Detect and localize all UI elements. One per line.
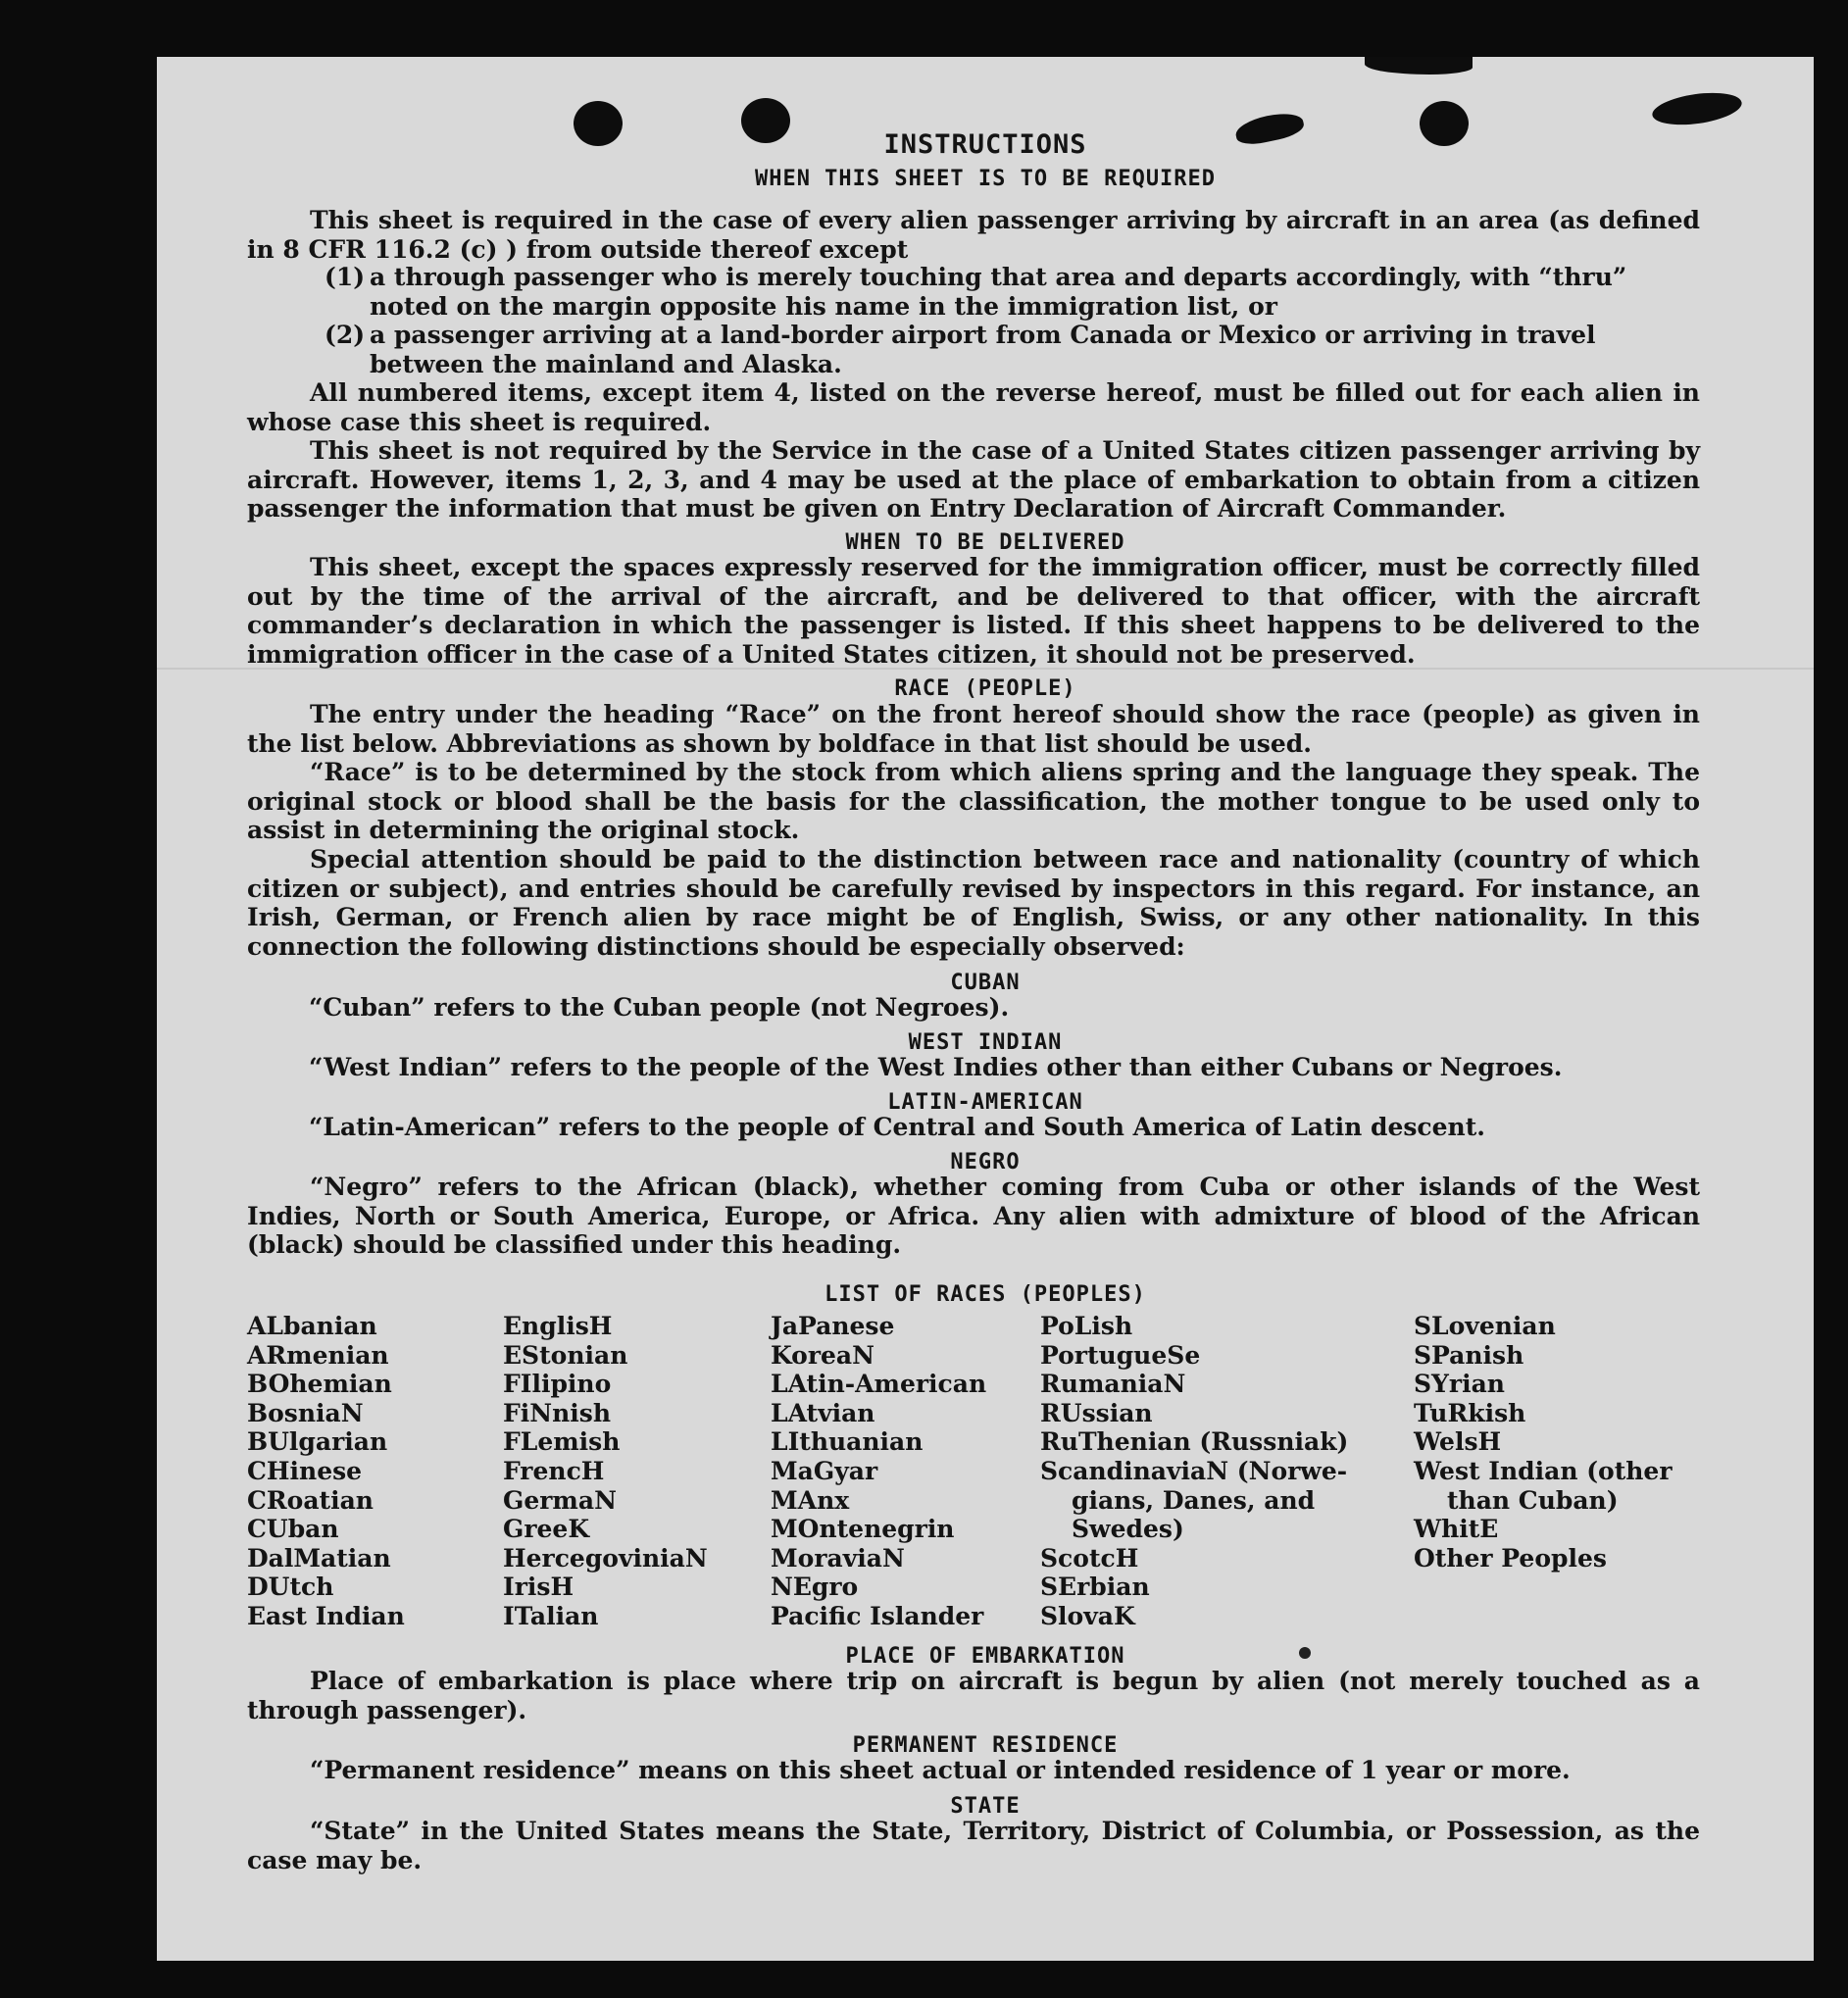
- race-entry: FLemish: [503, 1427, 621, 1457]
- race-entry: RuThenian (Russniak): [1040, 1427, 1349, 1457]
- race-entry: SYrian: [1414, 1370, 1505, 1399]
- race-entry: SErbian: [1040, 1573, 1150, 1602]
- west-indian-text: “West Indian” refers to the people of the West Indies other than either Cubans or Negroes.: [309, 1053, 1563, 1081]
- race-entry: DUtch: [247, 1573, 334, 1602]
- item-number: (2): [325, 321, 366, 349]
- race-entry: JaPanese: [771, 1312, 895, 1340]
- ink-blot: [1365, 57, 1473, 75]
- race-entry: BOhemian: [247, 1370, 392, 1399]
- ink-blot: [1650, 88, 1743, 130]
- required-para-2: All numbered items, except item 4, listed on the reverse hereof, must be filled out for each alien in whose case this sheet is required.: [247, 378, 1700, 436]
- negro-text: “Negro” refers to the African (black), whether coming from Cuba or other islands of the West Indies, North or South America, Europe, or Africa. Any alien with admixture of blood of the African (black) should be classified under this heading.: [247, 1173, 1700, 1259]
- races-column-2: [503, 1312, 708, 1631]
- heading-residence: PERMANENT RESIDENCE: [852, 1733, 1119, 1758]
- race-entry: ITalian: [503, 1601, 599, 1630]
- race-entry: LAtvian: [771, 1398, 875, 1427]
- heading-cuban: CUBAN: [950, 971, 1021, 995]
- state-text: “State” in the United States means the State, Territory, District of Columbia, or Possession, as the case may be.: [247, 1817, 1700, 1874]
- race-entry: ALbanian: [247, 1312, 377, 1340]
- race-entry: BosniaN: [247, 1398, 364, 1427]
- heading-state: STATE: [950, 1794, 1021, 1819]
- race-entry: RumaniaN: [1040, 1370, 1186, 1399]
- race-entry: IrisH: [503, 1573, 574, 1602]
- race-para-2: “Race” is to be determined by the stock from which aliens spring and the language they speak. The original stock or blood shall be the basis for the classification, the mother tongue to be used only to assist in determining the original stock.: [247, 758, 1700, 844]
- race-entry: NEgro: [771, 1573, 859, 1602]
- race-para-1: The entry under the heading “Race” on the front hereof should show the race (people) as given in the list below. Abbreviations as shown by boldface in that list should be used.: [247, 700, 1700, 758]
- races-column-4: [1040, 1312, 1348, 1631]
- race-entry: PoLish: [1040, 1312, 1133, 1340]
- race-entry: ScotcH: [1040, 1543, 1139, 1573]
- race-entry: SlovaK: [1040, 1601, 1135, 1630]
- race-entry: DalMatian: [247, 1543, 391, 1573]
- race-entry: CHinese: [247, 1456, 363, 1485]
- heading-race: RACE (PEOPLE): [894, 676, 1076, 701]
- race-entry: WelsH: [1414, 1427, 1502, 1457]
- race-entry: WhitE: [1414, 1515, 1499, 1544]
- required-item-1: [325, 263, 1700, 321]
- race-entry: LIthuanian: [771, 1427, 924, 1457]
- race-entry: Other Peoples: [1414, 1543, 1607, 1573]
- residence-text: “Permanent residence” means on this sheet actual or intended residence of 1 year or more.: [310, 1756, 1571, 1784]
- race-entry: TuRkish: [1414, 1398, 1526, 1427]
- race-entry: MoraviaN: [771, 1543, 905, 1573]
- race-entry: LAtin-American: [771, 1370, 987, 1399]
- races-column-3: [771, 1312, 986, 1631]
- page-title: INSTRUCTIONS: [883, 129, 1087, 160]
- races-column-5: [1414, 1312, 1673, 1573]
- race-entry: than Cuban): [1447, 1485, 1619, 1515]
- race-entry: EnglisH: [503, 1312, 613, 1340]
- race-entry: MOntenegrin: [771, 1515, 955, 1544]
- race-entry: FrencH: [503, 1456, 605, 1485]
- race-entry: EStonian: [503, 1340, 628, 1370]
- race-entry: ARmenian: [247, 1340, 389, 1370]
- document-sheet: [157, 57, 1814, 1961]
- cuban-text: “Cuban” refers to the Cuban people (not Negroes).: [309, 993, 1010, 1022]
- required-para-3: This sheet is not required by the Service in the case of a United States citizen passenger arriving by aircraft. However, items 1, 2, 3, and 4 may be used at the place of embarkation to obtain from a citizen passenger the information that must be given on Entry Declaration of Aircraft Commander.: [247, 436, 1700, 523]
- heading-west-indian: WEST INDIAN: [908, 1030, 1063, 1055]
- race-entry: FIlipino: [503, 1370, 612, 1399]
- race-entry: SLovenian: [1414, 1312, 1556, 1340]
- race-entry: GermaN: [503, 1485, 617, 1515]
- race-entry: Pacific Islander: [771, 1601, 984, 1630]
- delivered-text: This sheet, except the spaces expressly reserved for the immigration officer, must be correctly filled out by the time of the arrival of the aircraft, and be delivered to that officer, with the aircraft commander’s declaration in which the passenger is listed. If this sheet happens to be delivered to the immigration officer in the case of a United States citizen, it should not be preserved.: [247, 553, 1700, 669]
- race-entry: SPanish: [1414, 1340, 1524, 1370]
- race-entry: East Indian: [247, 1601, 405, 1630]
- race-entry: Swedes): [1072, 1515, 1184, 1544]
- race-entry: GreeK: [503, 1515, 590, 1544]
- race-entry: CUban: [247, 1515, 339, 1544]
- heading-races-list: LIST OF RACES (PEOPLES): [824, 1282, 1146, 1307]
- race-entry: BUlgarian: [247, 1427, 388, 1457]
- item-text: a passenger arriving at a land-border airport from Canada or Mexico or arriving in travel between the mainland and Alaska.: [370, 321, 1596, 378]
- heading-embarkation: PLACE OF EMBARKATION: [845, 1644, 1125, 1669]
- race-entry: PortugueSe: [1040, 1340, 1201, 1370]
- race-entry: ScandinaviaN (Norwe-: [1040, 1456, 1348, 1485]
- race-entry: West Indian (other: [1414, 1456, 1673, 1485]
- heading-negro: NEGRO: [950, 1150, 1021, 1174]
- race-entry: FiNnish: [503, 1398, 612, 1427]
- heading-required: WHEN THIS SHEET IS TO BE REQUIRED: [754, 167, 1217, 191]
- required-item-2: [325, 321, 1700, 378]
- race-entry: MAnx: [771, 1485, 850, 1515]
- race-entry: CRoatian: [247, 1485, 374, 1515]
- heading-delivered: WHEN TO BE DELIVERED: [845, 530, 1125, 555]
- latin-american-text: “Latin-American” refers to the people of Central and South America of Latin descent.: [309, 1113, 1485, 1141]
- race-entry: KoreaN: [771, 1340, 874, 1370]
- heading-latin-american: LATIN-AMERICAN: [887, 1090, 1083, 1115]
- race-entry: RUssian: [1040, 1398, 1153, 1427]
- embarkation-text: Place of embarkation is place where trip on aircraft is begun by alien (not merely touched as a through passenger).: [247, 1667, 1700, 1724]
- race-entry: gians, Danes, and: [1072, 1485, 1316, 1515]
- required-intro: This sheet is required in the case of every alien passenger arriving by aircraft in an area (as defined in 8 CFR 116.2 (c) ) from outside thereof except: [247, 206, 1700, 264]
- item-number: (1): [325, 263, 366, 291]
- item-text: a through passenger who is merely touching that area and departs accordingly, with “thru” noted on the margin opposite his name in the immigration list, or: [370, 263, 1627, 321]
- race-para-3: Special attention should be paid to the distinction between race and nationality (country of which citizen or subject), and entries should be carefully revised by inspectors in this regard. For instance, an Irish, German, or French alien by race might be of English, Swiss, or any other nationality. In this connection the following distinctions should be especially observed:: [247, 845, 1700, 961]
- race-entry: HercegoviniaN: [503, 1543, 708, 1573]
- race-entry: MaGyar: [771, 1456, 878, 1485]
- races-column-1: [247, 1312, 405, 1631]
